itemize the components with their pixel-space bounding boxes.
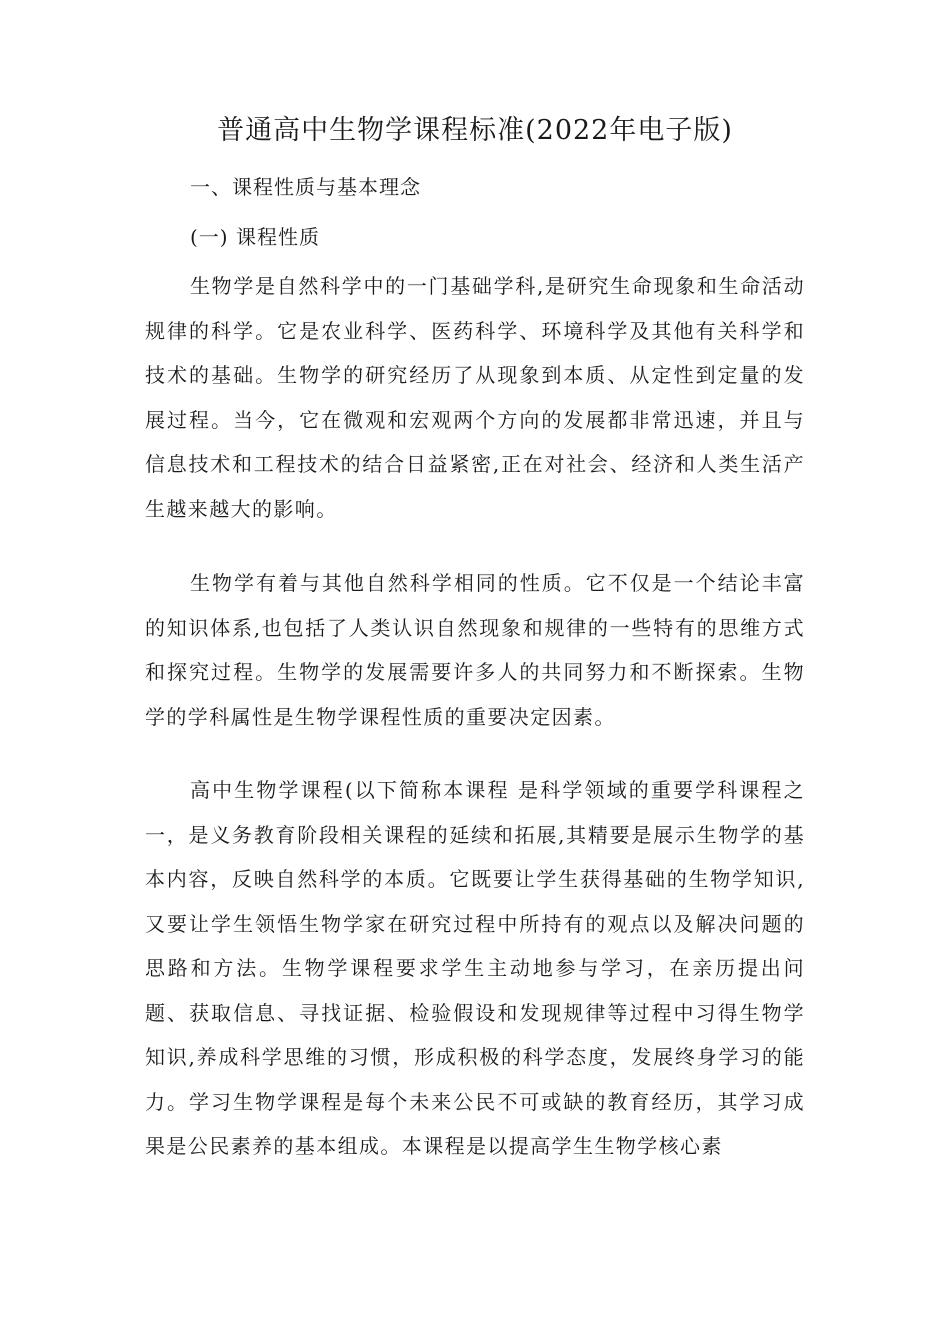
- document-title: 普通高中生物学课程标准(2022年电子版): [217, 115, 733, 146]
- subsection-heading: (一) 课程性质: [190, 225, 320, 249]
- section-heading: 一、课程性质与基本理念: [190, 175, 421, 199]
- body-paragraph-1: 生物学是自然科学中的一门基础学科,是研究生命现象和生命活动规律的科学。它是农业科学、医药科学、环境科学及其他有关科学和技术的基础。生物学的研究经历了从现象到本质、从定性到定量的发展过程。当今，它在微观和宏观两个方向的发展都非常迅速，并且与信息技术和工程技术的结合日益紧密,正在对社会、经济和人类生活产生越来越大的影响。: [145, 274, 805, 521]
- body-paragraph-3: 高中生物学课程(以下简称本课程 是科学领域的重要学科课程之一，是义务教育阶段相关课程的延续和拓展,其精要是展示生物学的基本内容，反映自然科学的本质。它既要让学生获得基础的生物学知识,又要让学生领悟生物学家在研究过程中所持有的观点以及解决问题的思路和方法。生物学课程要求学生主动地参与学习，在亲历提出问题、获取信息、寻找证据、检验假设和发现规律等过程中习得生物学知识,养成科学思维的习惯，形成积极的科学态度，发展终身学习的能力。学习生物学课程是每个未来公民不可或缺的教育经历，其学习成果是公民素养的基本组成。本课程是以提高学生生物学核心素: [145, 778, 805, 1158]
- body-paragraph-2: 生物学有着与其他自然科学相同的性质。它不仅是一个结论丰富的知识体系,也包括了人类认识自然现象和规律的一些特有的思维方式和探究过程。生物学的发展需要许多人的共同努力和不断探索。生物学的学科属性是生物学课程性质的重要决定因素。: [145, 571, 805, 729]
